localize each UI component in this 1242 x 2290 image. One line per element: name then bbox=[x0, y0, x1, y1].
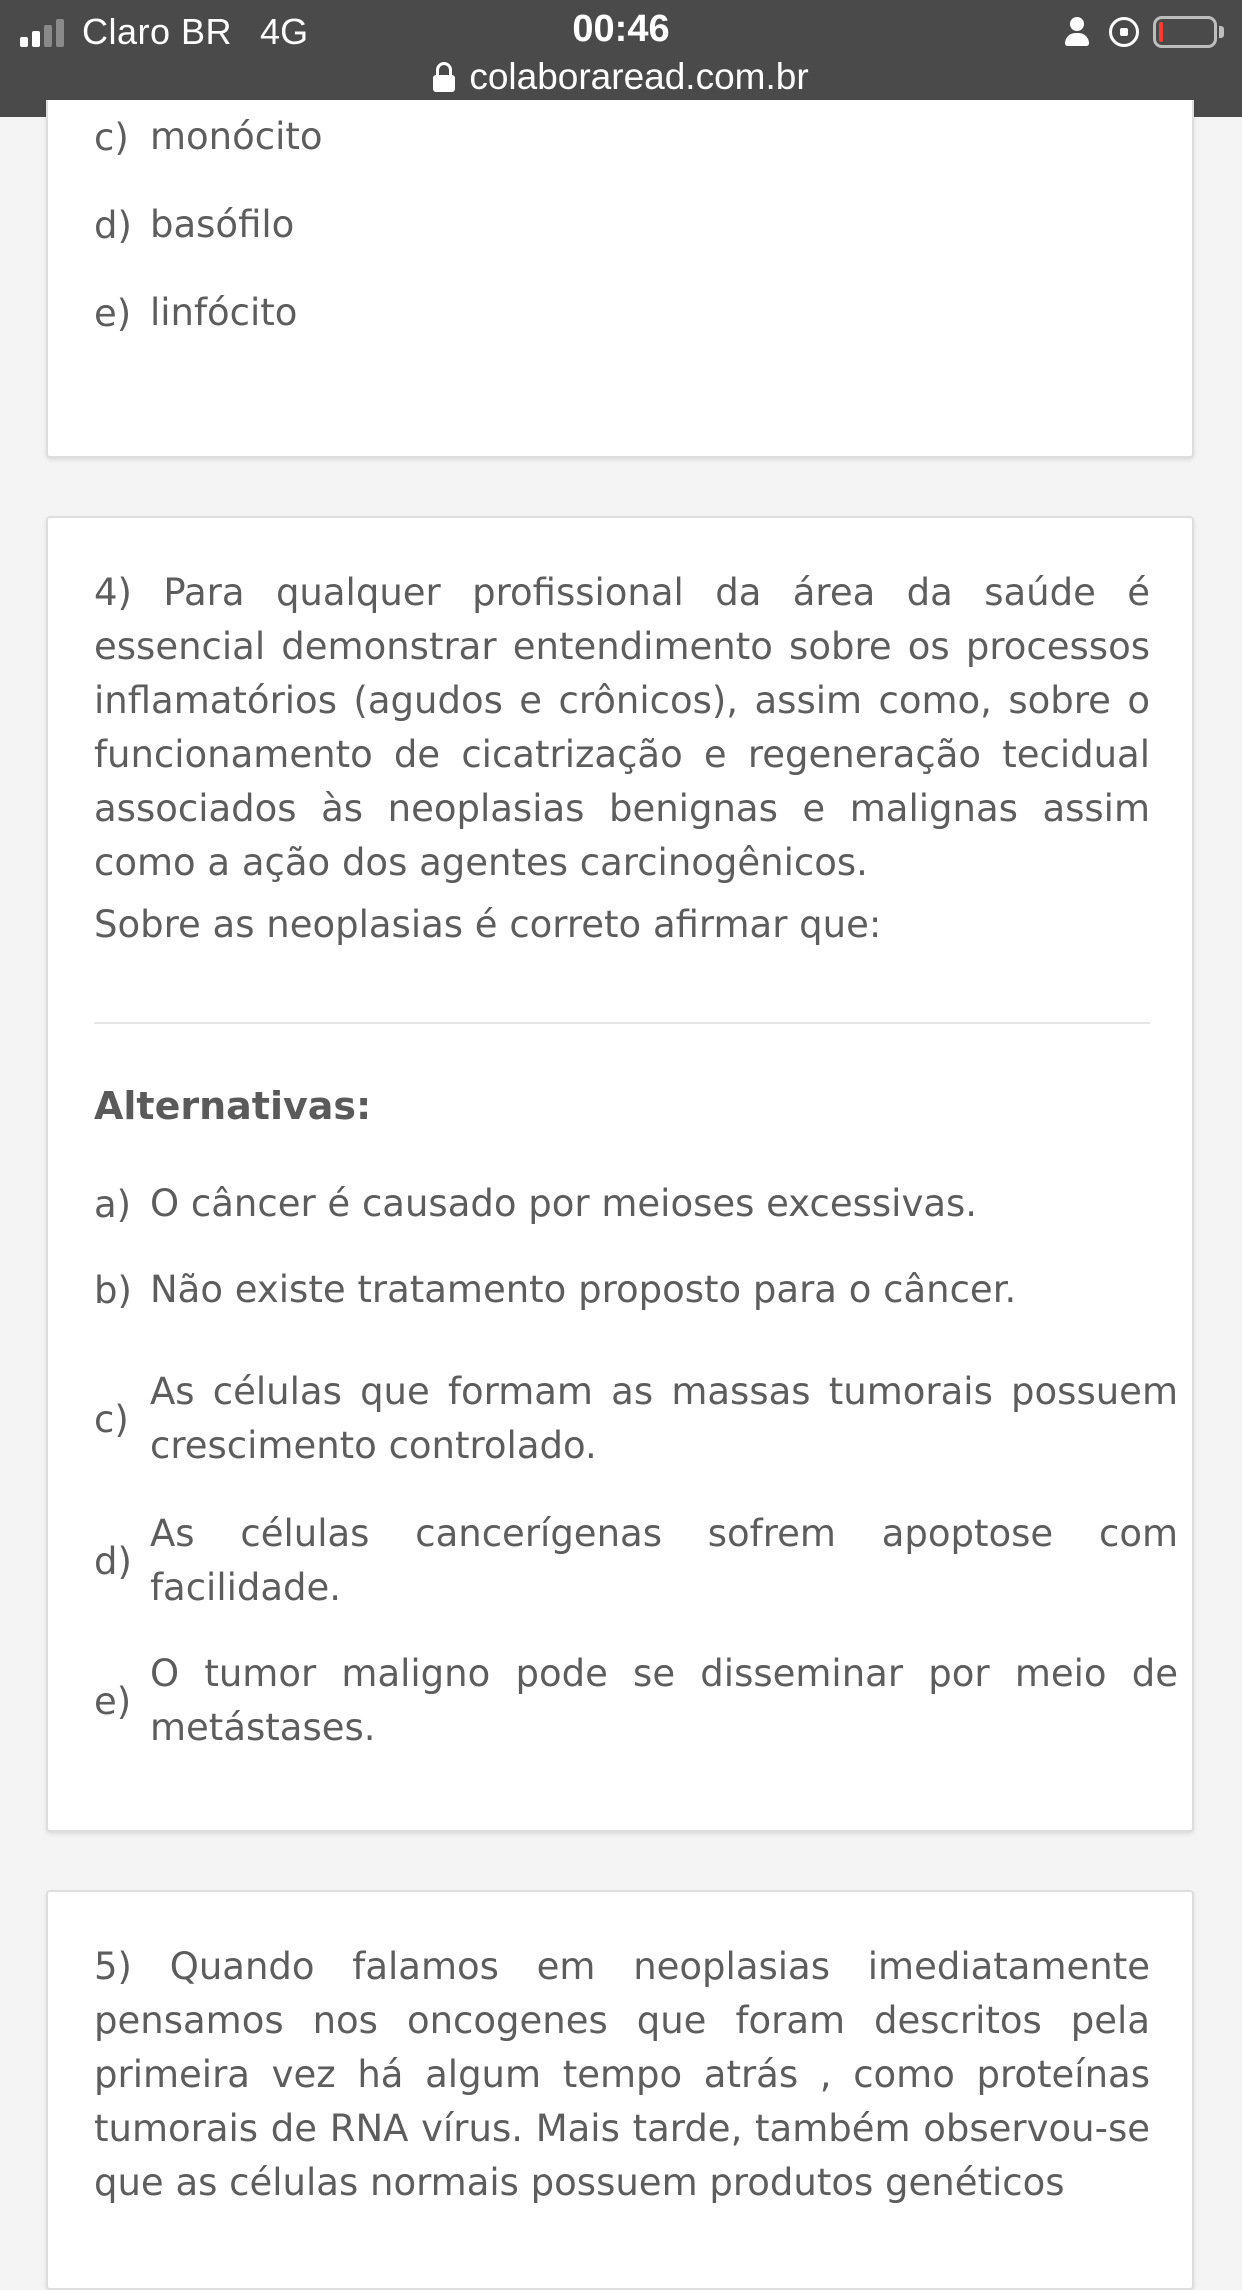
question-statement: 5) Quando falamos em neoplasias imediatamente pensamos nos oncogenes que foram descritos pela primeira vez há algum tempo atrás , como proteínas tumorais de RNA vírus. Mais tarde, também observou-se que as células normais possuem produtos genéticos bbox=[94, 1945, 1150, 2204]
question-prompt: Sobre as neoplasias é correto afirmar que: bbox=[94, 903, 882, 946]
alternative-c[interactable] bbox=[94, 100, 1188, 174]
question-card-5 bbox=[46, 1890, 1194, 2290]
alternative-text: basófilo bbox=[150, 203, 295, 246]
alternative-text: As células que formam as massas tumorais possuem crescimento controlado. bbox=[150, 1370, 1178, 1467]
question-card-4 bbox=[46, 516, 1194, 1832]
alternatives-title: Alternativas: bbox=[94, 1084, 372, 1128]
battery-tip bbox=[1219, 26, 1224, 38]
alternative-e[interactable] bbox=[94, 276, 1188, 350]
alternative-d[interactable] bbox=[94, 1502, 1188, 1620]
alternative-letter: c) bbox=[94, 115, 129, 159]
address-bar[interactable] bbox=[0, 56, 1242, 98]
alternative-text: As células cancerígenas sofrem apoptose com facilidade. bbox=[150, 1512, 1178, 1609]
alternative-letter: a) bbox=[94, 1182, 132, 1226]
alternative-e[interactable] bbox=[94, 1642, 1188, 1760]
status-right bbox=[1063, 12, 1224, 52]
person-icon bbox=[1063, 17, 1091, 47]
alternative-text: O câncer é causado por meioses excessivas. bbox=[150, 1182, 978, 1225]
alternative-text: O tumor maligno pode se disseminar por meio de metástases. bbox=[150, 1652, 1178, 1749]
network-type: 4G bbox=[260, 11, 309, 52]
carrier-name: Claro BR bbox=[82, 11, 233, 52]
alternative-d[interactable] bbox=[94, 188, 1188, 262]
alternative-b[interactable] bbox=[94, 1258, 1188, 1322]
question-card-3 bbox=[46, 100, 1194, 458]
alternative-text: monócito bbox=[150, 115, 323, 158]
alternative-letter: b) bbox=[94, 1268, 132, 1312]
alternative-letter: e) bbox=[94, 1679, 132, 1723]
alternative-a[interactable] bbox=[94, 1172, 1188, 1236]
alternative-letter: d) bbox=[94, 203, 132, 247]
rotation-lock-icon bbox=[1109, 17, 1139, 47]
url-text: colaboraread.com.br bbox=[469, 56, 809, 97]
alternative-letter: d) bbox=[94, 1539, 132, 1583]
alternative-letter: c) bbox=[94, 1397, 129, 1441]
alternative-text: linfócito bbox=[150, 291, 298, 334]
alternative-c[interactable] bbox=[94, 1360, 1188, 1478]
status-time: 00:46 bbox=[572, 8, 670, 50]
battery-icon bbox=[1153, 16, 1217, 48]
alternative-letter: e) bbox=[94, 291, 132, 335]
lock-icon bbox=[433, 62, 455, 92]
divider bbox=[94, 1022, 1150, 1024]
alternative-text: Não existe tratamento proposto para o câncer. bbox=[150, 1268, 1017, 1311]
question-statement: 4) Para qualquer profissional da área da saúde é essencial demonstrar entendimento sobre os processos inflamatórios (agudos e crônicos), assim como, sobre o funcionamento de cicatrização e regeneração tecidual associados às neoplasias benignas e malignas assim como a ação dos agentes carcinogênicos. bbox=[94, 571, 1150, 884]
